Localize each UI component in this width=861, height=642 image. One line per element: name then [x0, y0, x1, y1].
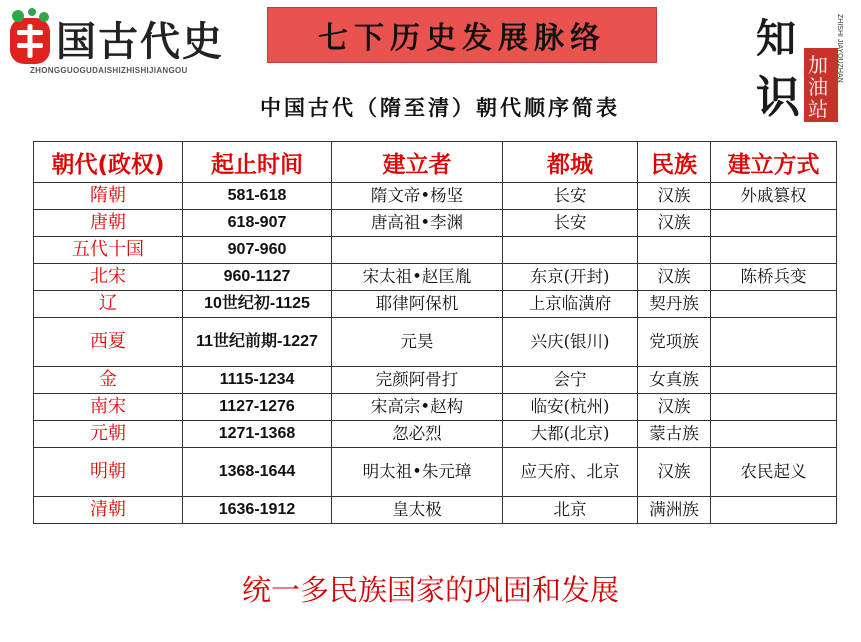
column-header: 朝代(政权) [34, 142, 183, 183]
dynasty-name-cell: 辽 [34, 291, 183, 318]
ethnic-cell: 汉族 [638, 394, 711, 421]
dynasty-name-cell: 金 [34, 367, 183, 394]
capital-cell: 兴庆(银川) [503, 318, 638, 367]
founder-cell: 皇太极 [332, 497, 503, 524]
dynasty-name-cell: 北宋 [34, 264, 183, 291]
founder-cell [332, 237, 503, 264]
founder-cell: 宋高宗•赵构 [332, 394, 503, 421]
logo-left [6, 8, 246, 78]
capital-cell: 长安 [503, 183, 638, 210]
table-row [34, 237, 837, 264]
period-cell: 1271-1368 [183, 421, 332, 448]
title-banner [267, 7, 657, 63]
ethnic-cell: 汉族 [638, 183, 711, 210]
establish-method-cell [711, 421, 837, 448]
table-row [34, 210, 837, 237]
dynasty-name-cell: 唐朝 [34, 210, 183, 237]
capital-cell: 临安(杭州) [503, 394, 638, 421]
ethnic-cell: 汉族 [638, 264, 711, 291]
logo-pinyin: ZHONGGUOGUDAISHIZHISHIJIANGOU [30, 66, 188, 75]
table-header-row [34, 142, 837, 183]
founder-cell: 元昊 [332, 318, 503, 367]
table-row [34, 264, 837, 291]
establish-method-cell: 外戚篡权 [711, 183, 837, 210]
period-cell: 907-960 [183, 237, 332, 264]
establish-method-cell [711, 291, 837, 318]
logo-right-side-1: 加 [808, 53, 828, 77]
dynasty-name-cell: 明朝 [34, 448, 183, 497]
dynasty-name-cell: 五代十国 [34, 237, 183, 264]
column-header: 起止时间 [183, 142, 332, 183]
table-row [34, 367, 837, 394]
period-cell: 1636-1912 [183, 497, 332, 524]
column-header: 民族 [638, 142, 711, 183]
period-cell: 1127-1276 [183, 394, 332, 421]
table-row [34, 183, 837, 210]
capital-cell: 上京临潢府 [503, 291, 638, 318]
ethnic-cell: 女真族 [638, 367, 711, 394]
table-body [34, 183, 837, 524]
founder-cell: 耶律阿保机 [332, 291, 503, 318]
period-cell: 10世纪初-1125 [183, 291, 332, 318]
page-title: 七下历史发展脉络 [318, 21, 606, 56]
table-row [34, 291, 837, 318]
dynasty-table [33, 141, 837, 524]
establish-method-cell [711, 497, 837, 524]
capital-cell: 北京 [503, 497, 638, 524]
column-header: 建立者 [332, 142, 503, 183]
establish-method-cell [711, 210, 837, 237]
capital-cell: 长安 [503, 210, 638, 237]
dynasty-name-cell: 元朝 [34, 421, 183, 448]
establish-method-cell: 农民起义 [711, 448, 837, 497]
table-row [34, 421, 837, 448]
capital-cell: 会宁 [503, 367, 638, 394]
logo-right-side-3: 站 [808, 97, 828, 121]
ethnic-cell [638, 237, 711, 264]
founder-cell: 明太祖•朱元璋 [332, 448, 503, 497]
ethnic-cell: 契丹族 [638, 291, 711, 318]
ethnic-cell: 党项族 [638, 318, 711, 367]
knowledge-station-logo [752, 8, 852, 126]
period-cell: 581-618 [183, 183, 332, 210]
logo-right-main-bottom: 识 [756, 72, 800, 123]
dynasty-name-cell: 隋朝 [34, 183, 183, 210]
capital-cell: 大都(北京) [503, 421, 638, 448]
logo-right-main-top: 知 [756, 15, 796, 62]
table-row [34, 394, 837, 421]
founder-cell: 隋文帝•杨坚 [332, 183, 503, 210]
ethnic-cell: 汉族 [638, 210, 711, 237]
table-row [34, 497, 837, 524]
capital-cell: 东京(开封) [503, 264, 638, 291]
founder-cell: 宋太祖•赵匡胤 [332, 264, 503, 291]
period-cell: 1115-1234 [183, 367, 332, 394]
capital-cell [503, 237, 638, 264]
establish-method-cell [711, 367, 837, 394]
dynasty-name-cell: 西夏 [34, 318, 183, 367]
logo-text: 国古代史 [56, 18, 224, 65]
column-header: 建立方式 [711, 142, 837, 183]
table-row [34, 318, 837, 367]
period-cell: 960-1127 [183, 264, 332, 291]
logo-right-side-2: 油 [808, 75, 828, 99]
establish-method-cell: 陈桥兵变 [711, 264, 837, 291]
logo-right-pinyin: ZHISHI JIAYOUZHAN [836, 14, 843, 83]
dynasty-name-cell: 南宋 [34, 394, 183, 421]
period-cell: 11世纪前期-1227 [183, 318, 332, 367]
ethnic-cell: 汉族 [638, 448, 711, 497]
period-cell: 618-907 [183, 210, 332, 237]
ethnic-cell: 满洲族 [638, 497, 711, 524]
founder-cell: 唐高祖•李渊 [332, 210, 503, 237]
dynasty-name-cell: 清朝 [34, 497, 183, 524]
capital-cell: 应天府、北京 [503, 448, 638, 497]
founder-cell: 完颜阿骨打 [332, 367, 503, 394]
founder-cell: 忽必烈 [332, 421, 503, 448]
logo-character-icon [6, 8, 58, 70]
establish-method-cell [711, 394, 837, 421]
ethnic-cell: 蒙古族 [638, 421, 711, 448]
table-subtitle: 中国古代（隋至清）朝代顺序简表 [260, 95, 620, 120]
footer-caption: 统一多民族国家的巩固和发展 [241, 573, 619, 607]
establish-method-cell [711, 237, 837, 264]
establish-method-cell [711, 318, 837, 367]
table-row [34, 448, 837, 497]
column-header: 都城 [503, 142, 638, 183]
period-cell: 1368-1644 [183, 448, 332, 497]
